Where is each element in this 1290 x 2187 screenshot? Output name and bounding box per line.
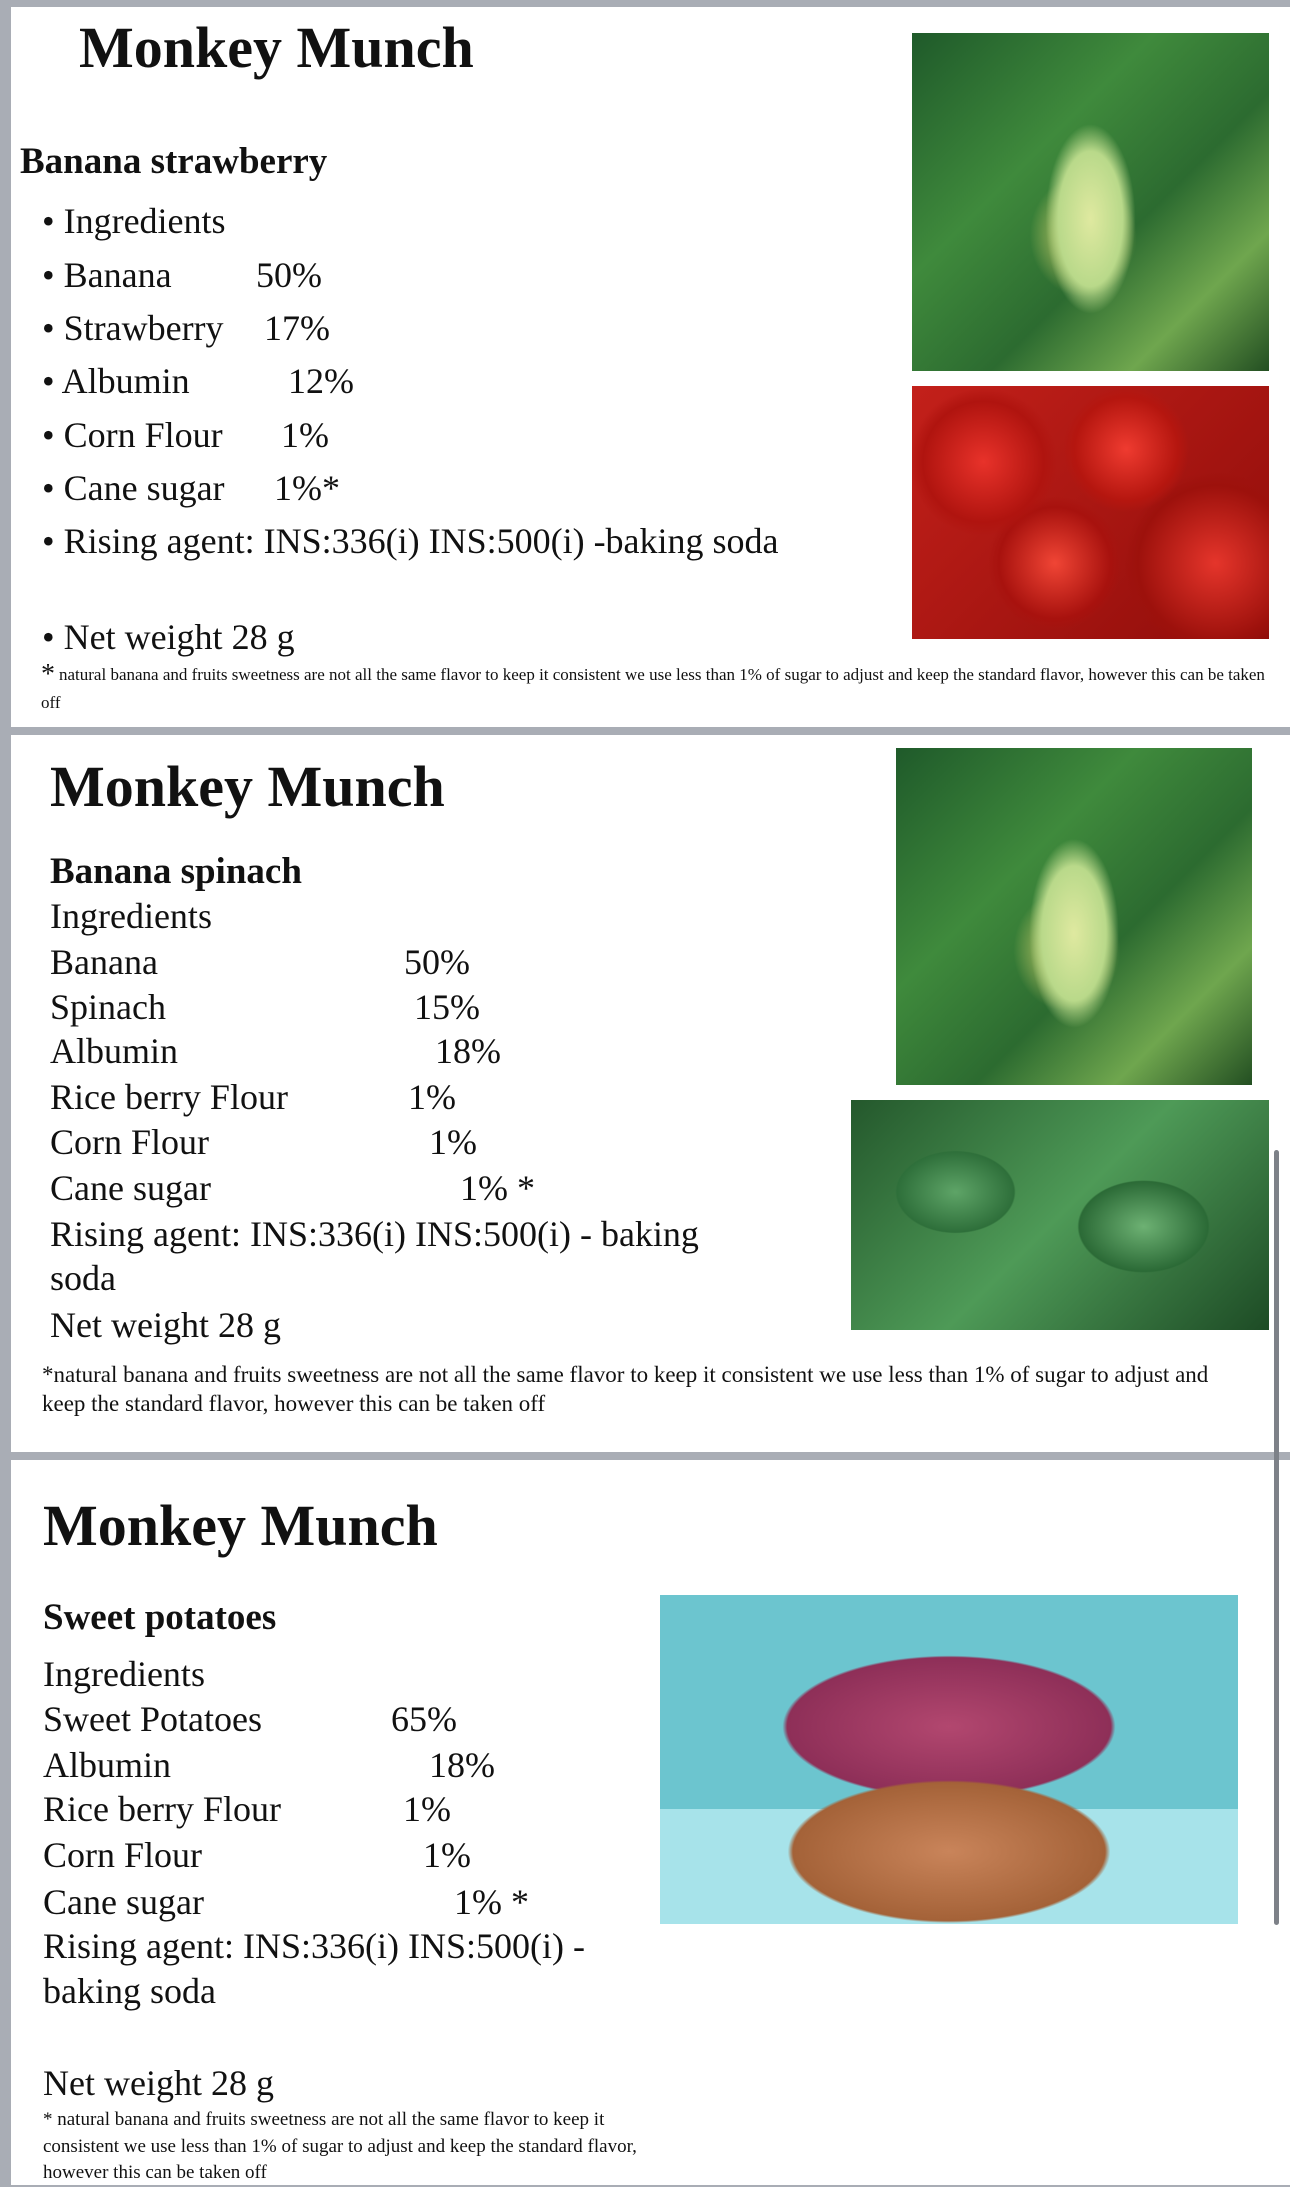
ingredient-name: • Strawberry: [42, 308, 224, 348]
ingredient-name: Cane sugar: [43, 1882, 204, 1922]
ingredient-pct: 18%: [429, 1745, 495, 1785]
rising-agent: Rising agent: INS:336(i) INS:500(i) - baking: [50, 1214, 699, 1254]
ingredients-label: • Ingredients: [42, 201, 226, 241]
ingredient-name: • Albumin: [42, 361, 190, 401]
sweet-potatoes-photo: [660, 1595, 1238, 1924]
ingredient-name: Banana: [50, 942, 158, 982]
rising-agent-continued: soda: [50, 1258, 116, 1298]
spinach-photo: [851, 1100, 1269, 1330]
rising-agent: • Rising agent: INS:336(i) INS:500(i) -baking soda: [42, 521, 779, 561]
footnote: natural banana and fruits sweetness are not all the same flavor to keep it consistent we use less than 1% of sugar to adjust and keep the standard flavor, however this can be taken off: [41, 665, 1265, 712]
footnote: * natural banana and fruits sweetness are not all the same flavor to keep it consistent we use less than 1% of sugar to adjust and keep the standard flavor, however this can be taken off: [43, 2109, 637, 2184]
brand-title: Monkey Munch: [79, 15, 474, 80]
brand-title: Monkey Munch: [43, 1493, 438, 1558]
footnote-star: *: [41, 659, 55, 690]
ingredient-name: • Banana: [42, 255, 172, 295]
brand-title: Monkey Munch: [50, 754, 445, 819]
ingredients-label: Ingredients: [50, 896, 212, 936]
ingredient-name: Rice berry Flour: [43, 1789, 281, 1829]
ingredient-pct: 1%: [281, 415, 329, 455]
strawberries-photo: [912, 386, 1269, 639]
ingredient-pct: 17%: [264, 308, 330, 348]
ingredient-pct: 1%: [408, 1077, 456, 1117]
product-card-banana-spinach: [11, 735, 1290, 1452]
product-card-banana-strawberry: [11, 7, 1290, 727]
net-weight: • Net weight 28 g: [42, 617, 295, 657]
ingredient-name: Albumin: [43, 1745, 172, 1785]
ingredient-name: Rice berry Flour: [50, 1077, 288, 1117]
ingredient-pct: 1%: [423, 1835, 471, 1875]
banana-bunch-photo: [896, 748, 1252, 1085]
product-card-sweet-potatoes: [11, 1460, 1290, 2185]
ingredients-label: Ingredients: [43, 1654, 205, 1694]
rising-agent-continued: baking soda: [43, 1971, 216, 2011]
footnote: *natural banana and fruits sweetness are not all the same flavor to keep it consistent we use less than 1% of sugar to adjust and keep the standard flavor, however this can be taken off: [42, 1362, 1209, 1416]
ingredient-pct: 1% *: [460, 1168, 535, 1208]
banana-bunch-photo: [912, 33, 1269, 371]
product-name: Sweet potatoes: [43, 1597, 277, 1638]
net-weight: Net weight 28 g: [43, 2063, 274, 2103]
ingredient-pct: 50%: [404, 942, 470, 982]
ingredient-name: Albumin: [50, 1031, 179, 1071]
ingredient-name: • Cane sugar: [42, 468, 225, 508]
ingredient-name: Sweet Potatoes: [43, 1699, 262, 1739]
ingredient-pct: 18%: [435, 1031, 501, 1071]
ingredient-pct: 15%: [414, 987, 480, 1027]
product-name: Banana strawberry: [20, 141, 328, 182]
ingredient-pct: 50%: [256, 255, 322, 295]
ingredient-name: Corn Flour: [50, 1122, 210, 1162]
net-weight: Net weight 28 g: [50, 1305, 281, 1345]
scrollbar[interactable]: [1274, 1150, 1279, 1925]
ingredient-pct: 1%: [429, 1122, 477, 1162]
ingredient-pct: 1%*: [274, 468, 340, 508]
rising-agent: Rising agent: INS:336(i) INS:500(i) -: [43, 1926, 585, 1966]
ingredient-name: Cane sugar: [50, 1168, 211, 1208]
ingredient-pct: 1% *: [454, 1882, 529, 1922]
ingredient-name: • Corn Flour: [42, 415, 223, 455]
product-name: Banana spinach: [50, 851, 302, 892]
ingredient-pct: 65%: [391, 1699, 457, 1739]
ingredient-pct: 12%: [288, 361, 354, 401]
footnote-block: [41, 661, 1271, 716]
ingredient-name: Corn Flour: [43, 1835, 203, 1875]
ingredient-name: Spinach: [50, 987, 166, 1027]
ingredient-pct: 1%: [403, 1789, 451, 1829]
